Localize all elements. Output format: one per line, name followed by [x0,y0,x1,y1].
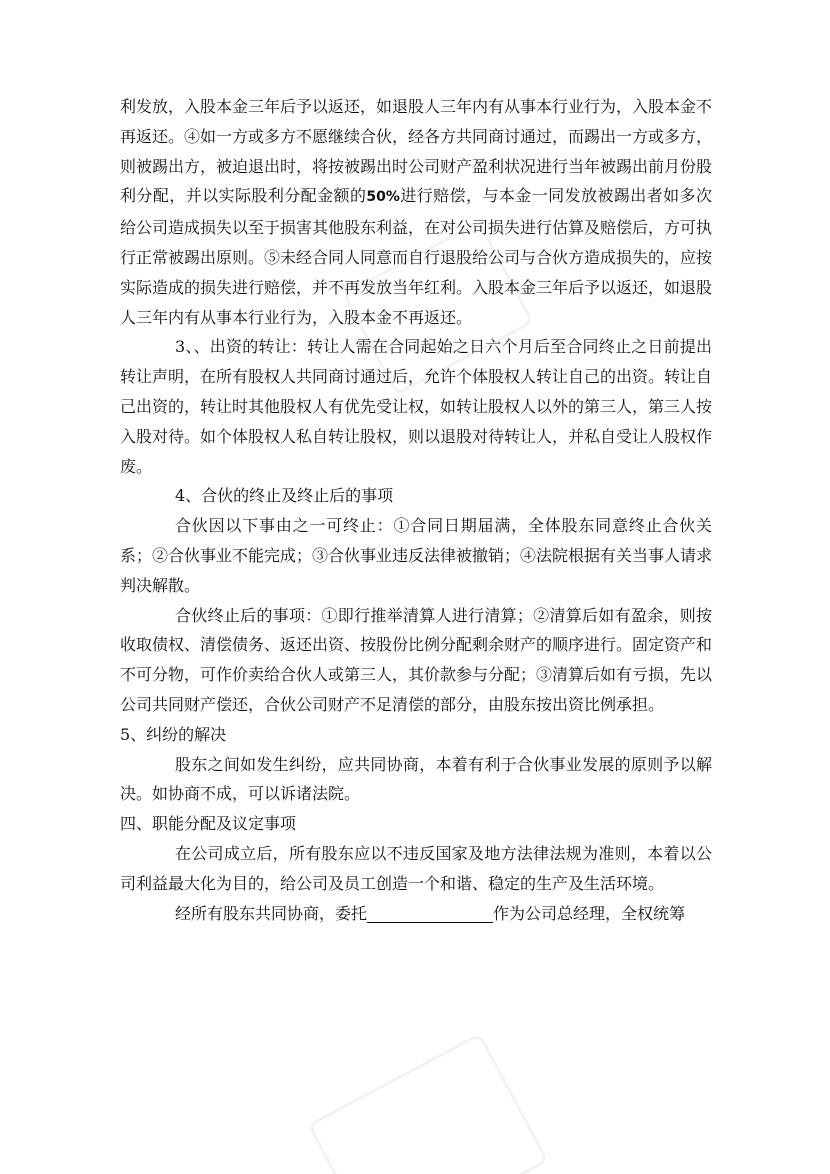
paragraph-withdrawal-terms [120,92,712,332]
paragraph-text: 经所有股东共同协商，委托 [175,903,368,923]
heading-termination: 4、合伙的终止及终止后的事项 [175,486,394,506]
paragraph-capital-transfer: 3、、出资的转让：转让人需在合同起始之日六个月后至合同终止之日前提出转让声明，在所有股权人共同商讨通过后，允许个体股权人转让自己的出资。转让自己出资的，转让时其他股权人有优先受让权，如转让股权人以外的第三人，第三人按入股对待。如个体股权人私自转让股权，则以退股对待转让人，并私自受让人股权作废。 [120,337,713,476]
paragraph-termination-causes: 合伙因以下事由之一可终止：①合同日期届满，全体股东同意终止合伙关系；②合伙事业不能完成；③合伙事业违反法律被撤销；④法院根据有关当事人请求判决解散。 [120,516,713,595]
paragraph-company-principles: 在公司成立后，所有股东应以不违反国家及地方法律法规为准则，本着以公司利益最大化为目的，给公司及员工创造一个和谐、稳定的生产及生活环境。 [120,843,712,893]
watermark-stamp [307,1033,549,1174]
paragraph-text: 利发放，入股本金三年后予以返还，如退股人三年内有从事本行业行为，入股本金不再返还。④如一方或多方不愿继续合伙，经各方共同商讨通过，而踢出一方或多方，则被踢出方，被迫退出时，将按被踢出时公司财产盈利状况进行当年被踢出前月份股利分配，并以实际股利分配金额的 [120,97,713,206]
paragraph-dispute-resolution: 股东之间如发生纠纷，应共同协商，本着有利于合伙事业发展的原则予以解决。如协商不成，可以诉诸法院。 [120,754,712,804]
document-body [120,92,712,928]
paragraph-manager-appointment [120,899,712,929]
heading-dispute-resolution: 5、纠纷的解决 [120,724,227,744]
paragraph-text: 作为公司总经理，全权统筹 [493,903,686,923]
blank-fill-line[interactable] [367,904,493,923]
paragraph-text: 进行赔偿，与本金一同发放被踢出者如多次给公司造成损失以至于损害其他股东利益，在对公司损失进行估算及赔偿后，方可执行正常被踢出原则。⑤未经合同人同意而自行退股给公司与合伙方造成损失的，应按实际造成的损失进行赔偿，并不再发放当年红利。入股本金三年后予以返还，如退股人三年内有从事本行业行为，入股本金不再返还。 [120,186,713,327]
heading-duties: 四、职能分配及议定事项 [120,814,297,834]
paragraph-after-termination: 合伙终止后的事项：①即行推举清算人进行清算；②清算后如有盈余，则按收取债权、清偿债务、返还出资、按股份比例分配剩余财产的顺序进行。固定资产和不可分物，可作价卖给合伙人或第三人，其价款参与分配；③清算后如有亏损，先以公司共同财产偿还，合伙公司财产不足清偿的部分，由股东按出资比例承担。 [120,605,713,714]
percentage-value: 50% [366,189,400,206]
